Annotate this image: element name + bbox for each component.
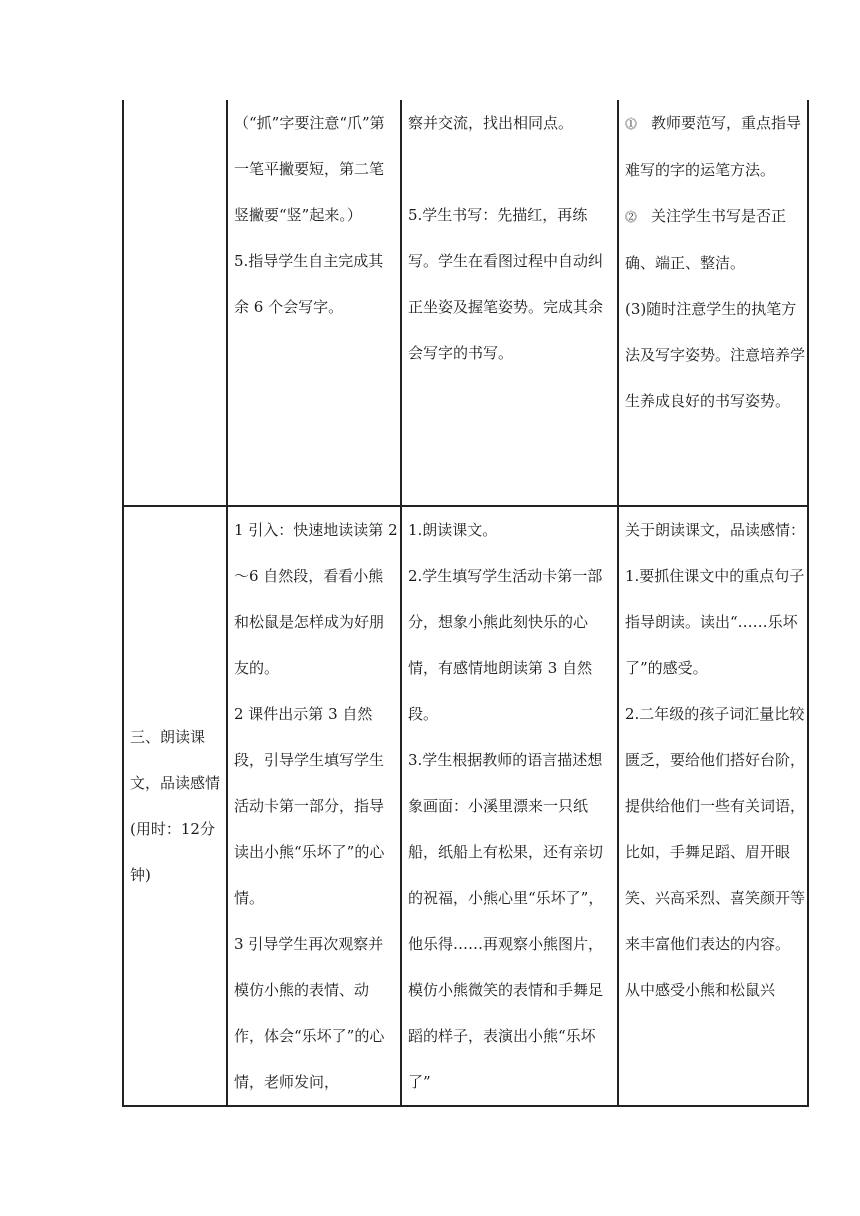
strategy-paragraph xyxy=(625,193,805,286)
teacher-paragraph: 2 课件出示第 3 自然段，引导学生填写学生活动卡第一部分，指导读出小熊“乐坏了”的心情。 xyxy=(234,705,385,907)
table-row xyxy=(123,100,808,506)
stage-cell xyxy=(123,506,227,1106)
strategy-cell xyxy=(618,100,808,506)
student-activity-cell xyxy=(401,506,618,1106)
strategy-text: 关注学生书写是否正确、端正、整洁。 xyxy=(625,207,787,272)
strategy-text: (3)随时注意学生的执笔方法及写字姿势。注意培养学生养成良好的书写姿势。 xyxy=(625,300,806,410)
student-paragraph: 察并交流，找出相同点。 xyxy=(408,114,574,132)
strategy-paragraph: 关于朗读课文，品读感情： xyxy=(625,521,806,539)
teacher-paragraph: 5.指导学生自主完成其余 6 个会写字。 xyxy=(234,252,384,316)
strategy-paragraph: 2.二年级的孩子词汇量比较匮乏，要给他们搭好台阶，提供给他们一些有关词语，比如，手舞足蹈、眉开眼笑、兴高采烈、喜笑颜开等来丰富他们表达的内容。 xyxy=(625,705,806,953)
student-paragraph: 3.学生根据教师的语言描述想象画面：小溪里漂来一只纸船，纸船上有松果，还有亲切的祝福，小熊心里“乐坏了”，他乐得……再观察小熊图片，模仿小熊微笑的表情和手舞足蹈的样子，表演出小熊“乐坏了” xyxy=(408,751,604,1091)
teacher-paragraph: （“抓”字要注意“爪”第一笔平撇要短，第二笔竖撇要“竖”起来。） xyxy=(234,114,385,224)
list-marker: ⓶ xyxy=(625,210,638,224)
strategy-paragraph xyxy=(625,100,805,193)
strategy-cell xyxy=(618,506,808,1106)
lesson-plan-table xyxy=(122,100,809,1107)
teacher-paragraph: 3 引导学生再次观察并模仿小熊的表情、动作，体会“乐坏了”的心情，老师发问， xyxy=(234,935,385,1091)
stage-label: 三、朗读课文，品读感情(用时：12分钟) xyxy=(130,728,221,884)
teacher-activity-cell xyxy=(227,506,401,1106)
student-paragraph: 5.学生书写：先描红，再练写。学生在看图过程中自动纠正坐姿及握笔姿势。完成其余会写字的书写。 xyxy=(408,206,604,362)
student-paragraph: 2.学生填写学生活动卡第一部分，想象小熊此刻快乐的心情，有感情地朗读第 3 自然段。 xyxy=(408,567,603,723)
strategy-paragraph: 1.要抓住课文中的重点句子指导朗读。读出“……乐坏了”的感受。 xyxy=(625,567,805,677)
list-marker: ⓵ xyxy=(625,117,638,131)
student-paragraph-spacer xyxy=(408,146,615,192)
table-row xyxy=(123,506,808,1106)
strategy-paragraph xyxy=(625,286,805,424)
strategy-paragraph: 从中感受小熊和松鼠兴 xyxy=(625,981,776,999)
teacher-activity-cell xyxy=(227,100,401,506)
stage-cell xyxy=(123,100,227,506)
teacher-paragraph: 1 引入：快速地读读第 2～6 自然段，看看小熊和松鼠是怎样成为好朋友的。 xyxy=(234,521,398,677)
student-activity-cell xyxy=(401,100,618,506)
student-paragraph: 1.朗读课文。 xyxy=(408,521,498,539)
strategy-text: 教师要范写，重点指导难写的字的运笔方法。 xyxy=(625,114,802,179)
